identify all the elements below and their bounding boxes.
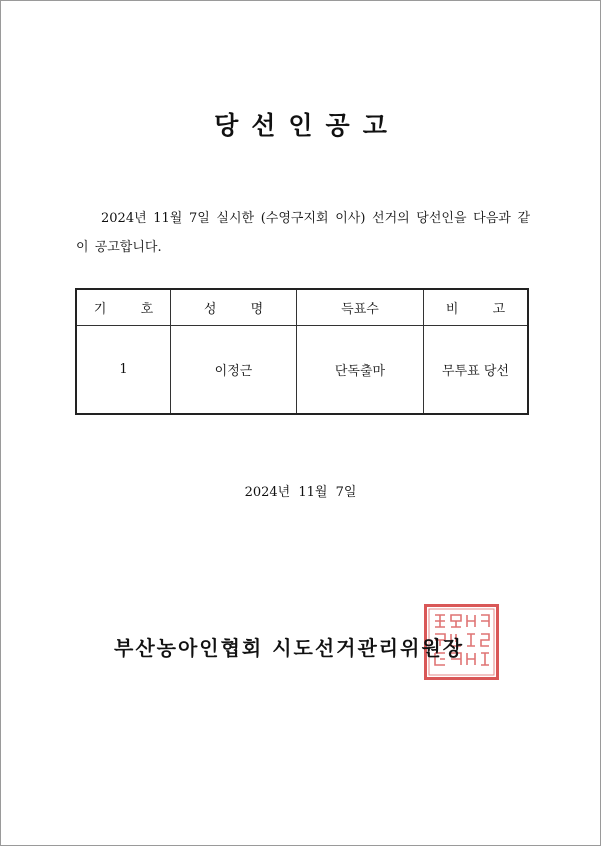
cell-votes: 단독출마 <box>297 326 424 415</box>
cell-number: 1 <box>76 326 171 415</box>
document-title: 당선인공고 <box>214 111 400 140</box>
table-header-row <box>76 289 528 326</box>
column-header-number: 기 호 <box>76 289 171 326</box>
cell-remarks: 무투표 당선 <box>424 326 529 415</box>
column-header-name: 성 명 <box>171 289 297 326</box>
election-result-table <box>75 288 529 415</box>
announcement-date: 2024년 11월 7일 <box>244 485 357 500</box>
cell-name: 이정근 <box>171 326 297 415</box>
table-row <box>76 326 528 415</box>
column-header-remarks: 비 고 <box>424 289 529 326</box>
announcement-text: 2024년 11월 7일 실시한 (수영구지회 이사) 선거의 당선인을 다음과 같이 공고합니다. <box>76 211 530 255</box>
column-header-votes: 득표수 <box>297 289 424 326</box>
signature-line: 부산농아인협회 시도선거관리위원장 <box>114 636 465 660</box>
